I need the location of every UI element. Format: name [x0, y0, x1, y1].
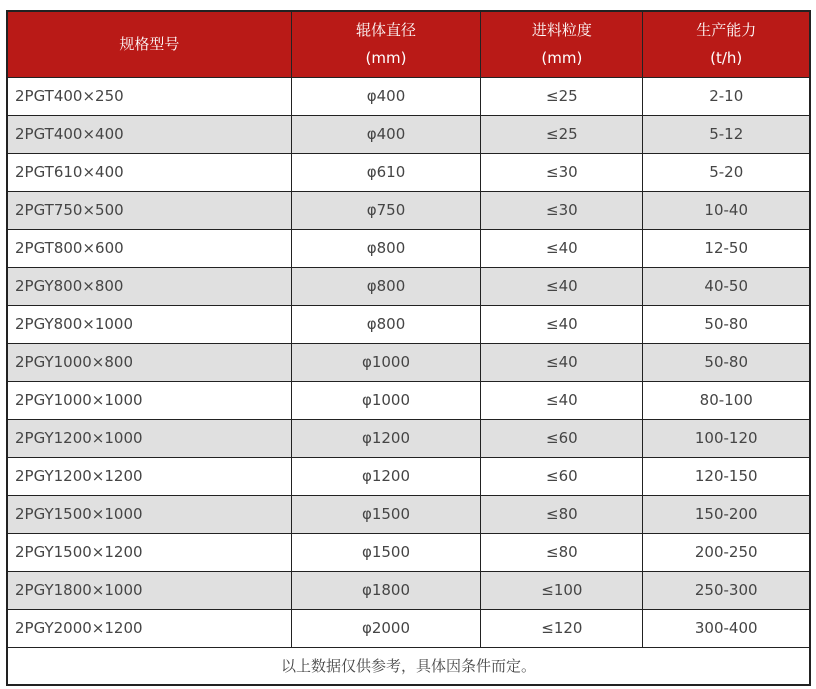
- table-row: [7, 533, 810, 571]
- table-row: [7, 495, 810, 533]
- diameter-cell: φ1200: [291, 457, 481, 495]
- col-header-feed-size-label: 进料粒度: [531, 21, 592, 40]
- table-row: [7, 77, 810, 115]
- feed-size-cell: ≤80: [481, 495, 643, 533]
- model-cell: 2PGT400×250: [7, 77, 291, 115]
- capacity-cell: 10-40: [643, 191, 810, 229]
- table-row: [7, 609, 810, 647]
- table-row: [7, 381, 810, 419]
- diameter-cell: φ800: [291, 305, 481, 343]
- model-cell: 2PGY1500×1000: [7, 495, 291, 533]
- spec-table-header: [7, 11, 810, 77]
- model-cell: 2PGT800×600: [7, 229, 291, 267]
- col-header-capacity: [643, 11, 810, 77]
- diameter-cell: φ750: [291, 191, 481, 229]
- feed-size-cell: ≤40: [481, 267, 643, 305]
- model-cell: 2PGT610×400: [7, 153, 291, 191]
- feed-size-cell: ≤100: [481, 571, 643, 609]
- model-cell: 2PGY800×800: [7, 267, 291, 305]
- feed-size-cell: ≤40: [481, 229, 643, 267]
- model-cell: 2PGY1000×800: [7, 343, 291, 381]
- diameter-cell: φ1000: [291, 343, 481, 381]
- diameter-cell: φ800: [291, 229, 481, 267]
- capacity-cell: 50-80: [643, 343, 810, 381]
- diameter-cell: φ1500: [291, 533, 481, 571]
- diameter-cell: φ400: [291, 115, 481, 153]
- model-cell: 2PGY1800×1000: [7, 571, 291, 609]
- spec-table-footer: [7, 647, 810, 685]
- col-header-feed-size: [481, 11, 643, 77]
- spec-table: [6, 10, 811, 686]
- feed-size-cell: ≤25: [481, 115, 643, 153]
- spec-table-body: [7, 77, 810, 647]
- table-row: [7, 305, 810, 343]
- diameter-cell: φ400: [291, 77, 481, 115]
- capacity-cell: 12-50: [643, 229, 810, 267]
- col-header-capacity-label: 生产能力: [696, 21, 757, 40]
- capacity-cell: 40-50: [643, 267, 810, 305]
- col-header-diameter-label: 辊体直径: [355, 21, 416, 40]
- diameter-cell: φ800: [291, 267, 481, 305]
- col-header-diameter: [291, 11, 481, 77]
- model-cell: 2PGT400×400: [7, 115, 291, 153]
- model-cell: 2PGY800×1000: [7, 305, 291, 343]
- feed-size-cell: ≤80: [481, 533, 643, 571]
- capacity-cell: 50-80: [643, 305, 810, 343]
- feed-size-cell: ≤30: [481, 191, 643, 229]
- table-footnote: 以上数据仅供参考，具体因条件而定。: [7, 647, 810, 685]
- feed-size-cell: ≤40: [481, 305, 643, 343]
- diameter-cell: φ1000: [291, 381, 481, 419]
- feed-size-cell: ≤30: [481, 153, 643, 191]
- footnote-row: [7, 647, 810, 685]
- capacity-cell: 80-100: [643, 381, 810, 419]
- model-cell: 2PGY2000×1200: [7, 609, 291, 647]
- col-header-feed-size-unit: (mm): [541, 49, 583, 68]
- col-header-model: [7, 11, 291, 77]
- model-cell: 2PGY1200×1000: [7, 419, 291, 457]
- feed-size-cell: ≤40: [481, 381, 643, 419]
- table-row: [7, 229, 810, 267]
- feed-size-cell: ≤60: [481, 419, 643, 457]
- diameter-cell: φ2000: [291, 609, 481, 647]
- model-cell: 2PGY1200×1200: [7, 457, 291, 495]
- capacity-cell: 100-120: [643, 419, 810, 457]
- table-row: [7, 191, 810, 229]
- diameter-cell: φ1200: [291, 419, 481, 457]
- table-row: [7, 571, 810, 609]
- diameter-cell: φ610: [291, 153, 481, 191]
- col-header-capacity-unit: (t/h): [710, 49, 743, 68]
- model-cell: 2PGY1500×1200: [7, 533, 291, 571]
- feed-size-cell: ≤60: [481, 457, 643, 495]
- table-row: [7, 457, 810, 495]
- feed-size-cell: ≤40: [481, 343, 643, 381]
- table-row: [7, 419, 810, 457]
- capacity-cell: 120-150: [643, 457, 810, 495]
- capacity-cell: 200-250: [643, 533, 810, 571]
- table-row: [7, 343, 810, 381]
- feed-size-cell: ≤25: [481, 77, 643, 115]
- table-row: [7, 153, 810, 191]
- model-cell: 2PGT750×500: [7, 191, 291, 229]
- capacity-cell: 250-300: [643, 571, 810, 609]
- table-row: [7, 115, 810, 153]
- diameter-cell: φ1500: [291, 495, 481, 533]
- capacity-cell: 5-20: [643, 153, 810, 191]
- col-header-diameter-unit: (mm): [365, 49, 407, 68]
- diameter-cell: φ1800: [291, 571, 481, 609]
- table-row: [7, 267, 810, 305]
- capacity-cell: 150-200: [643, 495, 810, 533]
- feed-size-cell: ≤120: [481, 609, 643, 647]
- model-cell: 2PGY1000×1000: [7, 381, 291, 419]
- capacity-cell: 5-12: [643, 115, 810, 153]
- capacity-cell: 2-10: [643, 77, 810, 115]
- capacity-cell: 300-400: [643, 609, 810, 647]
- col-header-model-label: 规格型号: [119, 35, 180, 54]
- header-row: [7, 11, 810, 77]
